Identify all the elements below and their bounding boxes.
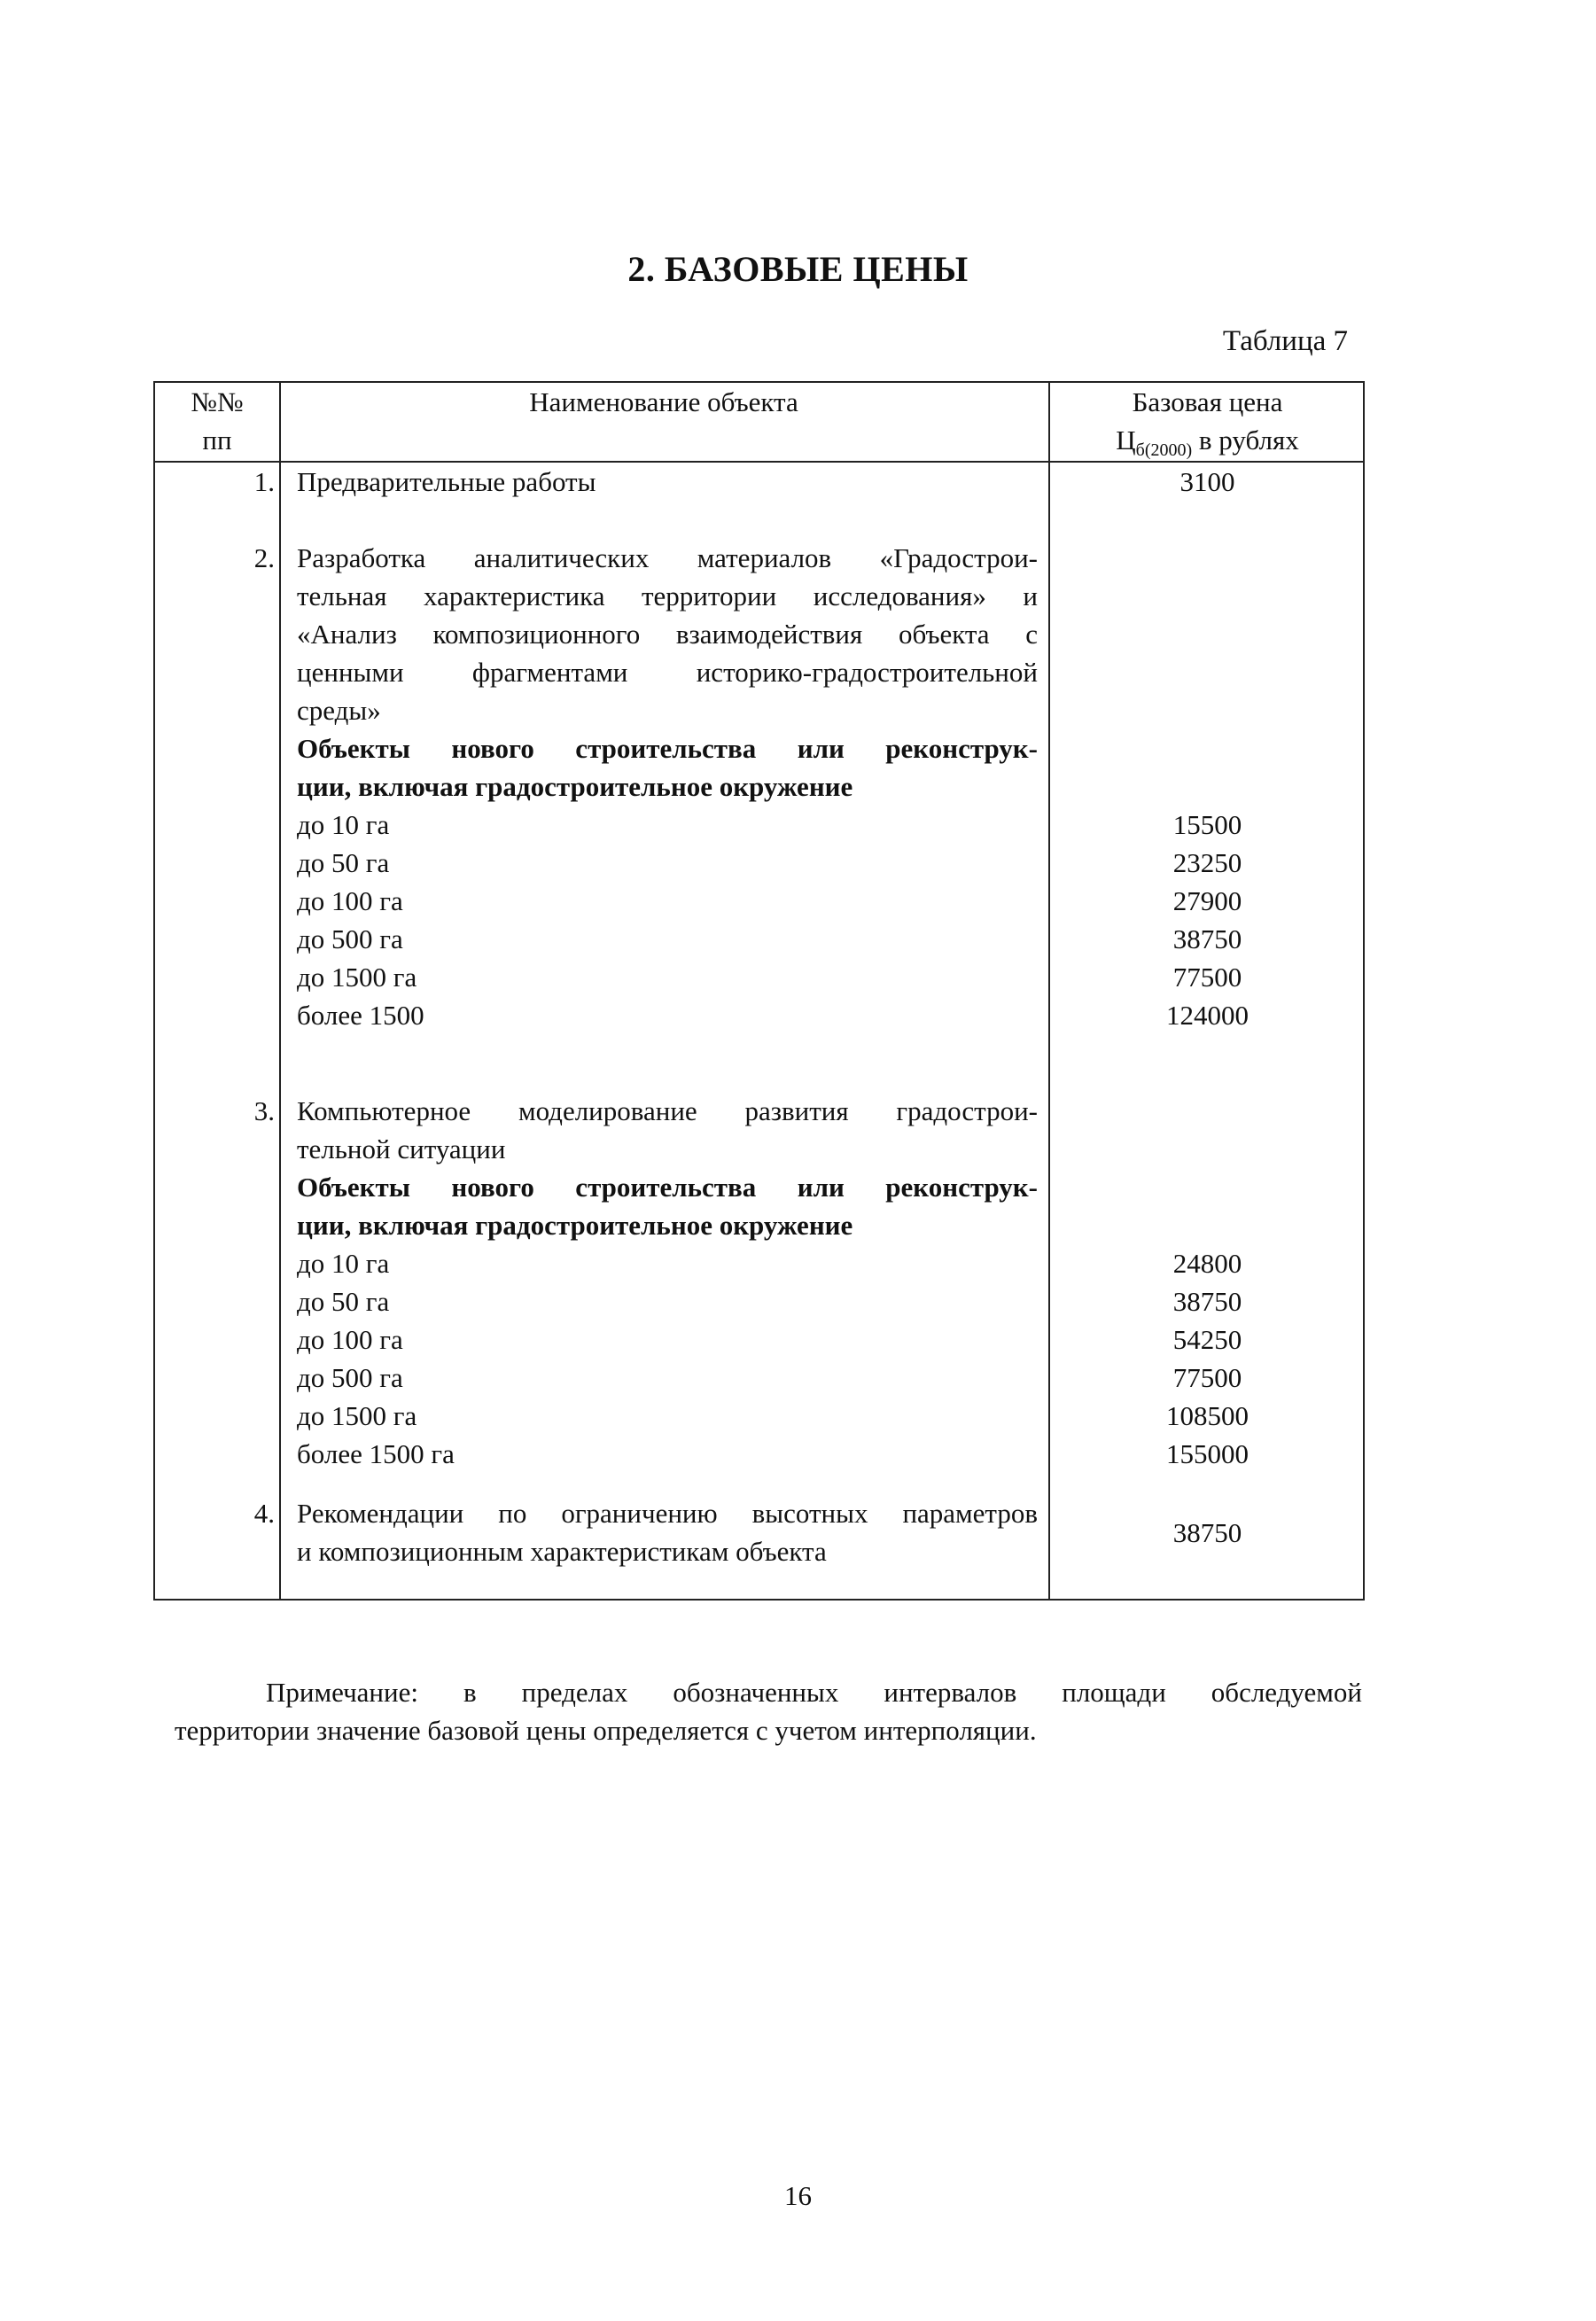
row-3-name-line: Компьютерное моделирование развития градострои- [297,1095,1038,1126]
row-3-item-label: до 1500 га [297,1400,417,1431]
row-3-item-label: до 500 га [297,1362,403,1393]
row-3-item-price: 38750 [1172,1286,1242,1317]
row-3-prices [1048,1244,1366,1473]
row-1-price: 3100 [1179,466,1235,497]
row-2-item-price: 27900 [1172,885,1242,916]
row-2-item-label: до 50 га [297,847,390,878]
row-1-number: 1. [253,466,275,497]
price-suffix: в рублях [1192,424,1299,456]
price-subscript: б(2000) [1135,440,1193,461]
row-2-name-line: среды» [297,695,381,726]
header-number-line2: пп [202,424,232,456]
row-2-item-price: 38750 [1172,923,1242,954]
header-price-line1: Базовая цена [1132,386,1283,417]
table-label: Таблица 7 [1222,325,1348,357]
row-2-item-price: 124000 [1166,1000,1249,1031]
row-4-name-line: Рекомендации по ограничению высотных параметров [297,1498,1038,1529]
row-2-name-line: тельная характеристика территории исследования» и [297,580,1038,611]
row-3-bold-line: Объекты нового строительства или реконструк- [297,1172,1038,1203]
header-object-name [279,383,1048,461]
row-3-item-label: более 1500 га [297,1438,455,1469]
row-4-name-line: и композиционным характеристикам объекта [297,1536,827,1567]
row-1-name [297,463,1038,501]
header-number [155,383,279,461]
row-2-item-price: 15500 [1172,809,1242,840]
row-2-item-price: 77500 [1172,962,1242,993]
row-3-item-price: 54250 [1172,1324,1242,1355]
row-4-price: 38750 [1172,1517,1242,1548]
row-3-item-price: 77500 [1172,1362,1242,1393]
header-object-name-text: Наименование объекта [529,386,798,417]
row-3-name [297,1092,1038,1473]
row-4-name [297,1494,1038,1570]
row-2-item-label: более 1500 [297,1000,424,1031]
note-line: Примечание: в пределах обозначенных интервалов площади обследуемой [266,1677,1362,1708]
row-2-item-label: до 10 га [297,809,390,840]
header-base-price [1048,383,1366,461]
row-3-number: 3. [253,1095,275,1126]
row-3-item-price: 108500 [1166,1400,1249,1431]
row-2-item-price: 23250 [1172,847,1242,878]
table-note [175,1673,1362,1749]
row-2-name-line: «Анализ композиционного взаимодействия объекта с [297,619,1038,650]
page-number: 16 [784,2180,812,2211]
row-2-item-label: до 500 га [297,923,403,954]
row-3-item-label: до 10 га [297,1248,390,1279]
row-3-item-price: 155000 [1166,1438,1249,1469]
row-3-item-label: до 100 га [297,1324,403,1355]
row-2-item-label: до 1500 га [297,962,417,993]
row-3-bold-line: ции, включая градостроительное окружение [297,1210,853,1241]
page-title: 2. БАЗОВЫЕ ЦЕНЫ [627,249,969,289]
header-number-line1: №№ [191,386,244,417]
row-2-bold-line: Объекты нового строительства или реконструк- [297,733,1038,764]
row-4-number: 4. [253,1498,275,1529]
row-2-name-line: ценными фрагментами историко-градостроительной [297,657,1038,688]
note-line: территории значение базовой цены определяется с учетом интерполяции. [175,1715,1037,1746]
column-divider [279,383,281,1599]
row-3-item-price: 24800 [1172,1248,1242,1279]
row-3-item-label: до 50 га [297,1286,390,1317]
row-2-item-label: до 100 га [297,885,403,916]
price-symbol: Ц [1116,424,1136,456]
row-2-name-line: Разработка аналитических материалов «Градострои- [297,542,1038,573]
row-2-prices [1048,806,1366,1034]
row-2-bold-line: ции, включая градостроительное окружение [297,771,853,802]
prices-table [153,381,1365,1601]
row-2-name [297,539,1038,1034]
row-1-name-line: Предварительные работы [297,466,596,497]
row-3-name-line: тельной ситуации [297,1133,506,1164]
row-2-number: 2. [253,542,275,573]
